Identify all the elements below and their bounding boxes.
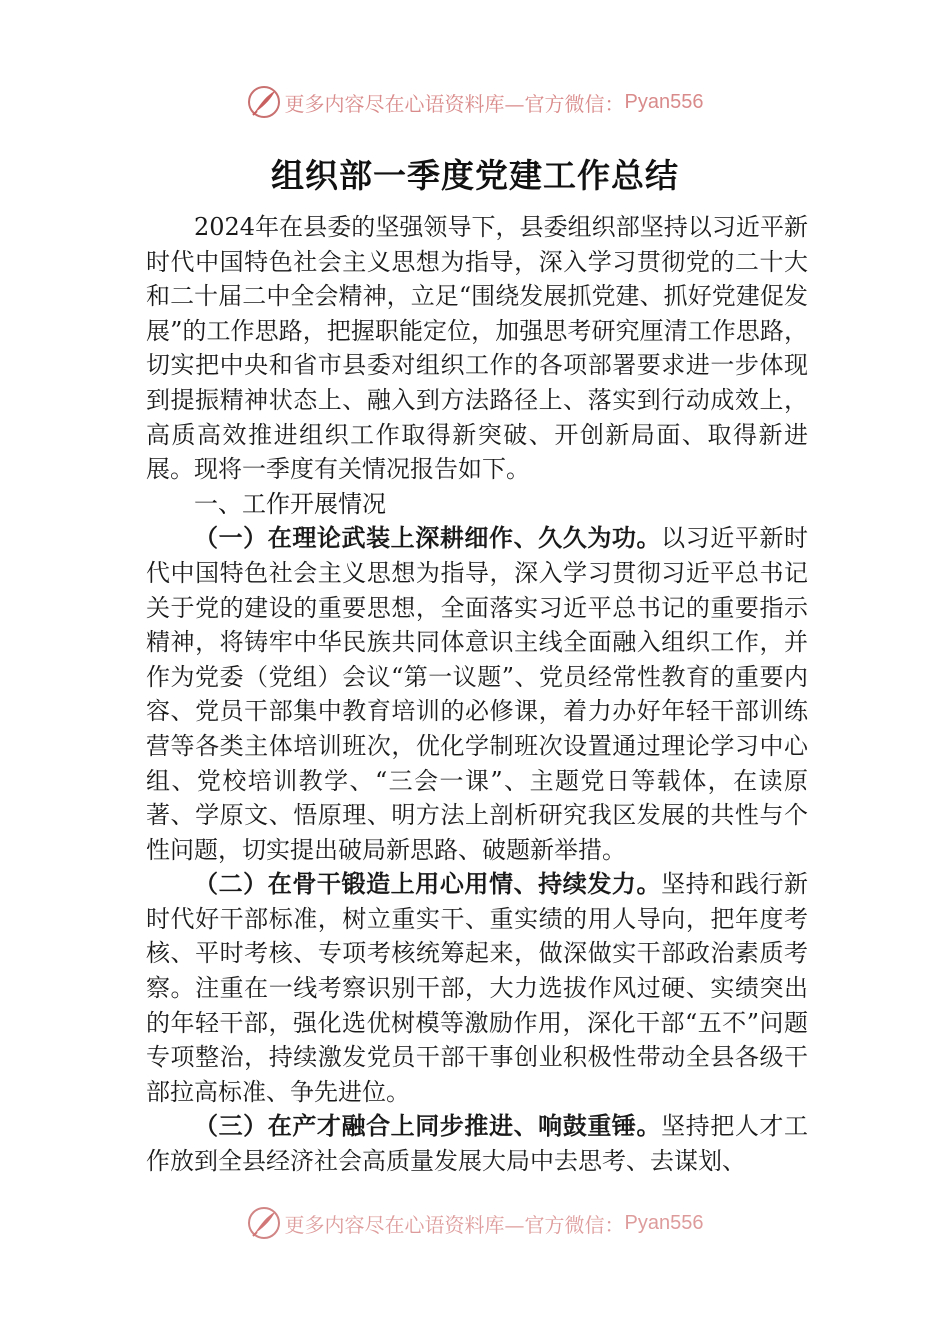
paragraph-1-lead: （一）在理论武装上深耕细作、久久为功。 [194,523,662,553]
paragraph-3-lead: （三）在产才融合上同步推进、响鼓重锤。 [194,1111,662,1141]
watermark-header [0,82,950,122]
paragraph-3 [146,1109,808,1178]
watermark-id: Pyan556 [624,90,704,113]
paragraph-2-body: 坚持和践行新时代好干部标准，树立重实干、重实绩的用人导向，把年度考核、平时考核、专项考核统筹起来，做深做实干部政治素质考察。注重在一线考察识别干部，大力选拔作风过硬、实绩突出的年轻干部，强化选优树模等激励作用，深化干部“五不”问题专项整治，持续激发党员干部干事创业积极性带动全县各级干部拉高标准、争先进位。 [146,870,809,1106]
section-heading: 一、工作开展情况 [194,489,386,518]
intro-paragraph: 2024年在县委的坚强领导下，县委组织部坚持以习近平新时代中国特色社会主义思想为指导，深入学习贯彻党的二十大和二十届二中全会精神，立足“围绕发展抓党建、抓好党建促发展”的工作思路，把握职能定位，加强思考研究厘清工作思路，切实把中央和省市县委对组织工作的各项部署要求进一步体现到提振精神状态上、融入到方法路径上、落实到行动成效上，高质高效推进组织工作取得新突破、开创新局面、取得新进展。现将一季度有关情况报告如下。 [146,213,808,484]
paragraph-2 [146,867,808,1109]
paragraph-1-body: 以习近平新时代中国特色社会主义思想为指导，深入学习贯彻习近平总书记关于党的建设的重要思想，全面落实习近平总书记的重要指示精神，将铸牢中华民族共同体意识主线全面融入组织工作，并作为党委（党组）会议“第一议题”、党员经常性教育的重要内容、党员干部集中教育培训的必修课，着力办好年轻干部训练营等各类主体培训班次，优化学制班次设置通过理论学习中心组、党校培训教学、“三会一课”、主题党日等载体，在读原著、学原文、悟原理、明方法上剖析研究我区发展的共性与个性问题，切实提出破局新思路、破题新举措。 [146,524,809,864]
paragraph-1 [146,521,808,867]
watermark-text: 更多内容尽在心语资料库—官方微信： [284,91,625,116]
paragraph-3-body: 坚持把人才工作放到全县经济社会高质量发展大局中去思考、去谋划、 [146,1112,809,1176]
document-body [146,210,808,1179]
watermark-footer [0,1203,950,1243]
document-title: 组织部一季度党建工作总结 [271,156,679,195]
paragraph-2-lead: （二）在骨干锻造上用心用情、持续发力。 [194,869,662,899]
feather-logo-icon [247,85,281,119]
feather-logo-icon [247,1206,281,1240]
watermark-id: Pyan556 [624,1211,704,1234]
watermark-text: 更多内容尽在心语资料库—官方微信： [284,1212,625,1237]
